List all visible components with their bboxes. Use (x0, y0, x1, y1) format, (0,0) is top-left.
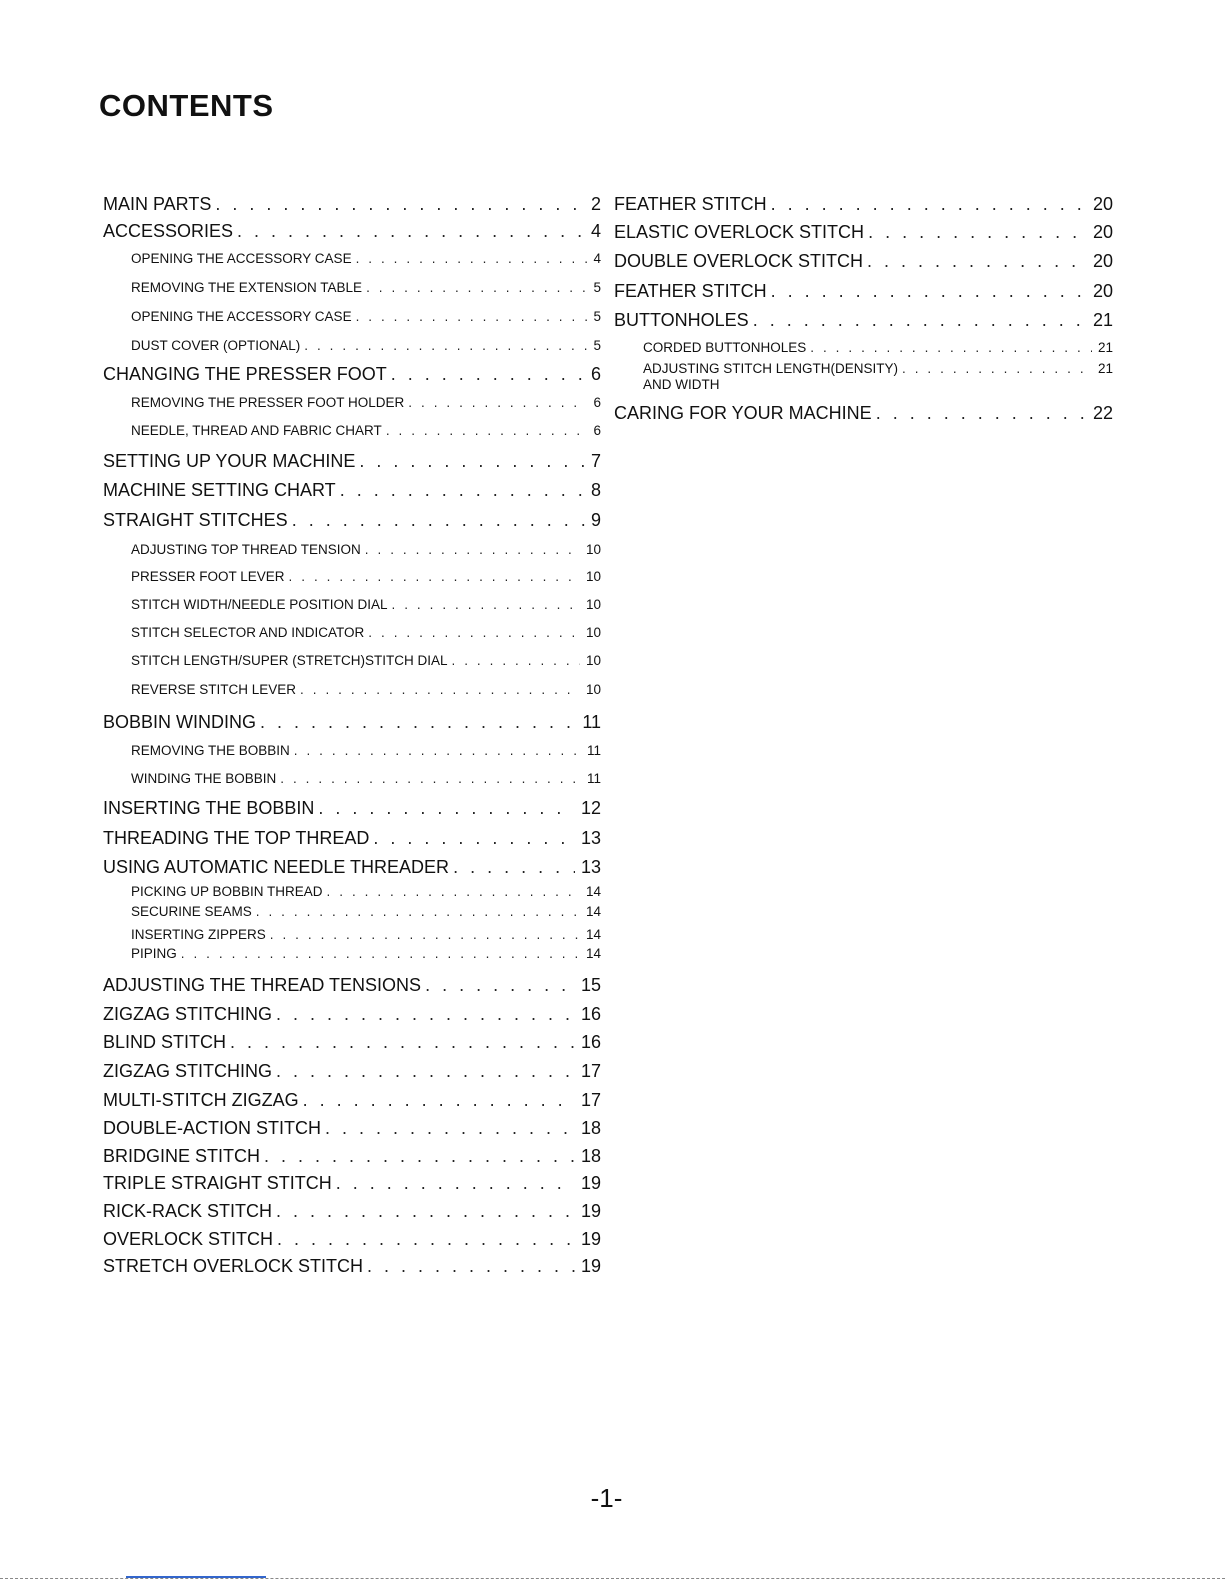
toc-page-number: 19 (580, 1256, 601, 1276)
bottom-dashed-rule (0, 1578, 1225, 1579)
toc-entry-label: BOBBIN WINDING (103, 712, 257, 732)
page-number: -1- (590, 1483, 623, 1513)
toc-entry-label: ADJUSTING THE THREAD TENSIONS (103, 975, 422, 995)
toc-page-number: 2 (590, 194, 601, 214)
dot-leader (810, 340, 1092, 355)
page-number-footer (0, 1483, 1225, 1514)
toc-entry-label: REMOVING THE EXTENSION TABLE (131, 280, 363, 295)
toc-entry-label: ACCESSORIES (103, 221, 234, 241)
toc-page-number: 4 (590, 221, 601, 241)
toc-entry (614, 281, 1113, 302)
toc-page-number: 17 (580, 1061, 601, 1081)
toc-entry-label: PRESSER FOOT LEVER (131, 569, 285, 584)
toc-entry (614, 310, 1113, 331)
toc-page-number: 16 (580, 1032, 601, 1052)
toc-page-number: 20 (1092, 194, 1113, 214)
toc-page-number: 7 (590, 451, 601, 471)
toc-entry (614, 222, 1113, 243)
toc-entry-label: STITCH WIDTH/NEEDLE POSITION DIAL (131, 597, 388, 612)
toc-entry-label: MULTI-STITCH ZIGZAG (103, 1090, 299, 1110)
toc-page-number: 10 (585, 597, 601, 612)
toc-page-number: 11 (582, 712, 601, 732)
toc-entry-label-group (643, 361, 898, 393)
toc-entry-label: NEEDLE, THREAD AND FABRIC CHART (131, 423, 382, 438)
toc-entry-label: USING AUTOMATIC NEEDLE THREADER (103, 857, 450, 877)
toc-entry-label: STRETCH OVERLOCK STITCH (103, 1256, 364, 1276)
toc-entry-label: REMOVING THE PRESSER FOOT HOLDER (131, 395, 405, 410)
toc-entry-label: FEATHER STITCH (614, 281, 767, 301)
toc-page-number: 14 (585, 946, 601, 961)
toc-entry-label: PICKING UP BOBBIN THREAD (131, 884, 323, 899)
toc-page-number: 21 (1097, 361, 1113, 376)
toc-page-number: 11 (586, 743, 601, 758)
toc-page-number: 5 (593, 338, 601, 353)
dot-leader (876, 403, 1087, 424)
toc-entry-label: DOUBLE-ACTION STITCH (103, 1118, 322, 1138)
toc-entry-label: DUST COVER (OPTIONAL) (131, 338, 301, 353)
toc-page-number: 10 (585, 682, 601, 697)
toc-entry-label-continued: AND WIDTH (643, 377, 720, 392)
toc-page-number: 18 (580, 1146, 601, 1166)
toc-entry-label: ADJUSTING TOP THREAD TENSION (131, 542, 361, 557)
toc-page-number: 14 (585, 904, 601, 919)
toc-page-number: 21 (1092, 310, 1113, 330)
toc-entry-label: ZIGZAG STITCHING (103, 1004, 272, 1024)
toc-page-number: 17 (580, 1090, 601, 1110)
dot-leader (902, 361, 1092, 377)
toc-page-number: 10 (585, 625, 601, 640)
dot-leader (868, 222, 1087, 243)
dot-leader (771, 281, 1087, 302)
toc-entry-label: REVERSE STITCH LEVER (131, 682, 297, 697)
toc-subentry (643, 340, 1113, 355)
toc-entry-label: SETTING UP YOUR MACHINE (103, 451, 356, 471)
toc-entry-label: MAIN PARTS (103, 194, 212, 214)
toc-entry-label: SECURINE SEAMS (131, 904, 252, 919)
toc-page-number: 12 (580, 798, 601, 818)
dot-leader (753, 310, 1087, 331)
toc-entry-label: DOUBLE OVERLOCK STITCH (614, 251, 864, 271)
toc-page-number: 5 (593, 309, 601, 324)
toc-entry-label: BLIND STITCH (103, 1032, 227, 1052)
toc-page-number: 19 (580, 1173, 601, 1193)
toc-page-number: 19 (580, 1201, 601, 1221)
toc-page-number: 10 (585, 542, 601, 557)
toc-entry-label: ZIGZAG STITCHING (103, 1061, 272, 1081)
toc-entry-label: STITCH LENGTH/SUPER (STRETCH)STITCH DIAL (131, 653, 448, 668)
toc-entry-label: RICK-RACK STITCH (103, 1201, 273, 1221)
toc-entry-label: CARING FOR YOUR MACHINE (614, 403, 872, 423)
toc-entry (614, 403, 1113, 424)
toc-page-number: 11 (586, 771, 601, 786)
toc-page-number: 14 (585, 927, 601, 942)
toc-page-number: 22 (1092, 403, 1113, 423)
toc-page-number: 13 (580, 857, 601, 877)
toc-page-number: 6 (590, 364, 601, 384)
toc-entry-label: INSERTING THE BOBBIN (103, 798, 315, 818)
toc-entry-label: ADJUSTING STITCH LENGTH(DENSITY) (643, 361, 899, 376)
toc-page-number: 9 (590, 510, 601, 530)
toc-page-number: 14 (585, 884, 601, 899)
toc-entry-label: WINDING THE BOBBIN (131, 771, 277, 786)
toc-page-number: 16 (580, 1004, 601, 1024)
toc-entry-label: THREADING THE TOP THREAD (103, 828, 370, 848)
toc-page-number: 4 (593, 251, 601, 266)
toc-page-number: 20 (1092, 281, 1113, 301)
toc-page-number: 19 (580, 1229, 601, 1249)
toc-entry-label: FEATHER STITCH (614, 194, 767, 214)
toc-page-number: 6 (593, 423, 601, 438)
toc-entry (614, 194, 1113, 215)
dot-leader (867, 251, 1087, 272)
toc-page-number: 10 (585, 653, 601, 668)
toc-page-number: 6 (593, 395, 601, 410)
toc-entry-label: ELASTIC OVERLOCK STITCH (614, 222, 865, 242)
toc-entry-label: CORDED BUTTONHOLES (643, 340, 807, 355)
toc-entry-label: MACHINE SETTING CHART (103, 480, 336, 500)
toc-subentry (643, 361, 1113, 393)
toc-page-number: 20 (1092, 251, 1113, 271)
toc-page-number: 15 (580, 975, 601, 995)
toc-page-number: 21 (1097, 340, 1113, 355)
toc-entry-label: TRIPLE STRAIGHT STITCH (103, 1173, 332, 1193)
toc-page-number: 8 (590, 480, 601, 500)
toc-entry-label: STITCH SELECTOR AND INDICATOR (131, 625, 365, 640)
toc-page-number: 20 (1092, 222, 1113, 242)
toc-page-number: 10 (585, 569, 601, 584)
toc-entry-label: OVERLOCK STITCH (103, 1229, 274, 1249)
toc-entry-label: CHANGING THE PRESSER FOOT (103, 364, 387, 384)
dot-leader (771, 194, 1087, 215)
toc-entry-label: BUTTONHOLES (614, 310, 749, 330)
toc-entry-label: PIPING (131, 946, 177, 961)
toc-entry-label: OPENING THE ACCESSORY CASE (131, 309, 352, 324)
toc-entry-label: BRIDGINE STITCH (103, 1146, 261, 1166)
toc-entry-label: OPENING THE ACCESSORY CASE (131, 251, 352, 266)
toc-entry-label: INSERTING ZIPPERS (131, 927, 266, 942)
toc-entry-label: REMOVING THE BOBBIN (131, 743, 290, 758)
toc-page-number: 18 (580, 1118, 601, 1138)
toc-entry-label: STRAIGHT STITCHES (103, 510, 288, 530)
toc-page-number: 5 (593, 280, 601, 295)
page-title: CONTENTS (99, 88, 274, 123)
toc-entry (614, 251, 1113, 272)
bottom-link-underline (126, 1576, 266, 1578)
toc-page-number: 13 (580, 828, 601, 848)
